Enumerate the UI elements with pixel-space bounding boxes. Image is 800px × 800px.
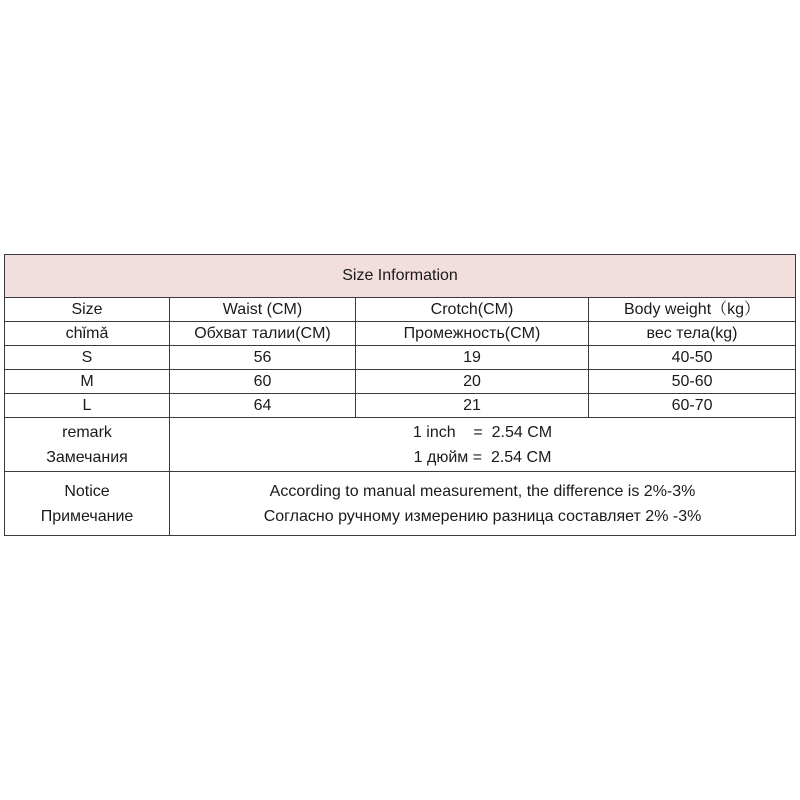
title-row: [5, 255, 796, 298]
table-row: [5, 346, 796, 370]
size-cell: S: [5, 346, 170, 370]
remark-row: [5, 418, 796, 472]
table-title: Size Information: [5, 255, 796, 298]
remark-content: [170, 418, 796, 472]
remark-label-english: remark: [62, 423, 112, 441]
remark-line-russian: 1 дюйм = 2.54 CM: [413, 448, 552, 466]
header-waist-translated: Обхват талии(CM): [170, 322, 356, 346]
notice-label: [5, 472, 170, 536]
crotch-cell: 19: [356, 346, 589, 370]
remark-line-english: 1 inch = 2.54 CM: [412, 423, 553, 441]
notice-line-russian: Согласно ручному измерению разница составляет 2% -3%: [263, 507, 702, 525]
weight-cell: 50-60: [589, 370, 796, 394]
notice-label-english: Notice: [64, 482, 110, 500]
header-crotch: Crotch(CM): [356, 298, 589, 322]
header-row-english: [5, 298, 796, 322]
header-body-weight-translated: вес тела(kg): [589, 322, 796, 346]
header-size: Size: [5, 298, 170, 322]
waist-cell: 60: [170, 370, 356, 394]
size-cell: L: [5, 394, 170, 418]
notice-line-english: According to manual measurement, the difference is 2%-3%: [269, 482, 696, 500]
notice-content: [170, 472, 796, 536]
notice-label-russian: Примечание: [40, 507, 134, 525]
table-row: [5, 370, 796, 394]
size-cell: M: [5, 370, 170, 394]
remark-label: [5, 418, 170, 472]
header-body-weight: Body weight（kg）: [589, 298, 796, 322]
header-size-translated: chǐmǎ: [5, 322, 170, 346]
header-crotch-translated: Промежность(CM): [356, 322, 589, 346]
header-row-translated: [5, 322, 796, 346]
weight-cell: 40-50: [589, 346, 796, 370]
crotch-cell: 20: [356, 370, 589, 394]
size-information-table: [4, 254, 796, 536]
header-waist: Waist (CM): [170, 298, 356, 322]
notice-row: [5, 472, 796, 536]
waist-cell: 56: [170, 346, 356, 370]
waist-cell: 64: [170, 394, 356, 418]
remark-label-russian: Замечания: [46, 448, 128, 466]
crotch-cell: 21: [356, 394, 589, 418]
weight-cell: 60-70: [589, 394, 796, 418]
table-row: [5, 394, 796, 418]
